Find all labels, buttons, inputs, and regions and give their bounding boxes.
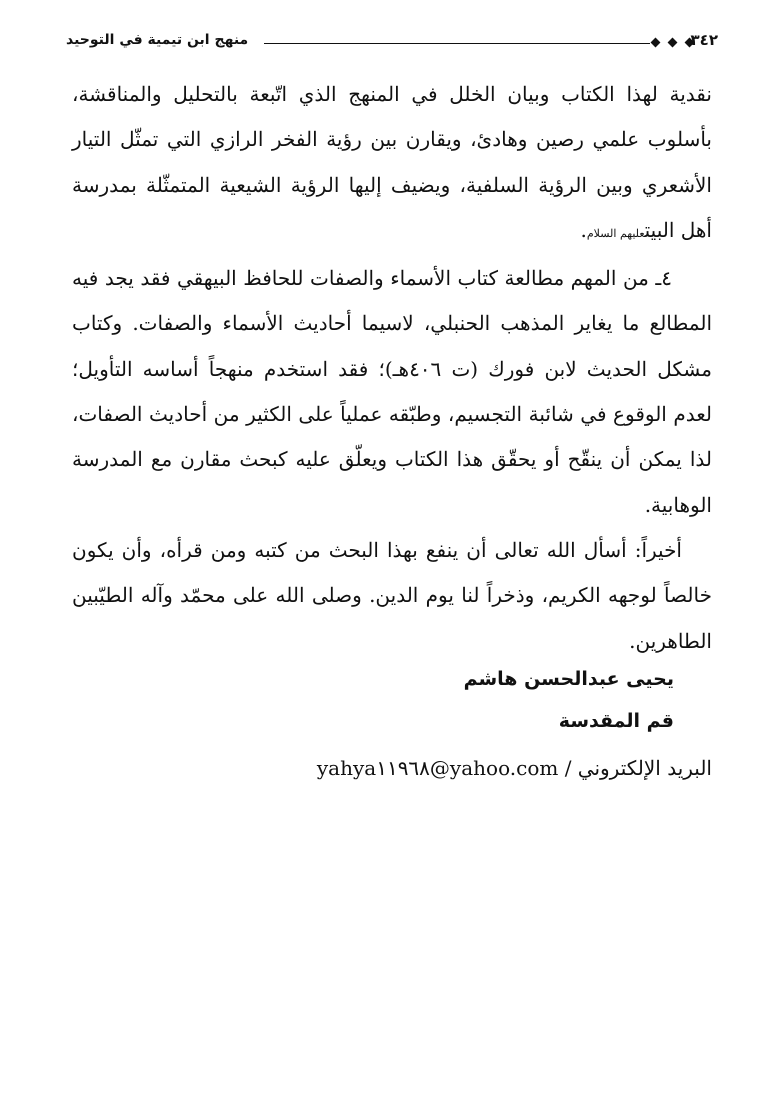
author-city: قم المقدسة — [558, 710, 674, 732]
header-rule — [264, 43, 650, 44]
paragraph-end: . — [580, 217, 587, 242]
paragraph-closing — [72, 528, 712, 664]
author-name: يحيى عبدالحسن هاشم — [463, 668, 674, 690]
header-ornament-dot — [668, 38, 678, 48]
paragraph-text: ٤ـ من المهم مطالعة كتاب الأسماء والصفات للحافظ البيهقي فقد يجد فيه المطالع ما يغاير المذهب الحنبلي، لاسيما أحاديث الأسماء والصفات. وكتاب مشكل الحديث لابن فورك (ت ٤٠٦هـ)؛ فقد استخدم منهجاً أساسه التأويل؛ لعدم الوقوع في شائبة التجسيم، وطبّقه عملياً على الكثير من أحاديث الصفات، لذا يمكن أن ينقّح أو يحقّق هذا الكتاب ويعلّق عليه كبحث مقارن مع المدرسة الوهابية. — [72, 266, 712, 517]
paragraph-text: نقدية لهذا الكتاب وبيان الخلل في المنهج الذي اتّبعة بالتحليل والمناقشة، بأسلوب علمي رصين وهادئ، ويقارن بين رؤية الفخر الرازي التي تمثّل التيار الأشعري وبين الرؤية السلفية، ويضيف إليها الرؤية الشيعية المتمثّلة بمدرسة أهل البيت — [72, 82, 712, 242]
paragraph-recommendation — [72, 256, 712, 528]
body-text — [72, 72, 712, 664]
running-header — [66, 30, 718, 56]
header-ornament-dot — [651, 38, 661, 48]
page-number: ٣٤٢ — [690, 31, 718, 49]
book-title: منهج ابن تيمية في التوحيد — [66, 32, 249, 48]
paragraph-critique — [72, 72, 712, 256]
email-line — [72, 756, 712, 780]
honorific-mark: عليهم السلام — [586, 226, 645, 240]
email-address: yahya١١٩٦٨@yahoo.com — [316, 756, 559, 780]
paragraph-text: أخيراً: أسأل الله تعالى أن ينفع بهذا البحث من كتبه ومن قرأه، وأن يكون خالصاً لوجهه الكريم، وذخراً لنا يوم الدين. وصلى الله على محمّد وآله الطيّبين الطاهرين. — [72, 537, 712, 653]
email-label: البريد الإلكتروني / — [564, 756, 712, 780]
